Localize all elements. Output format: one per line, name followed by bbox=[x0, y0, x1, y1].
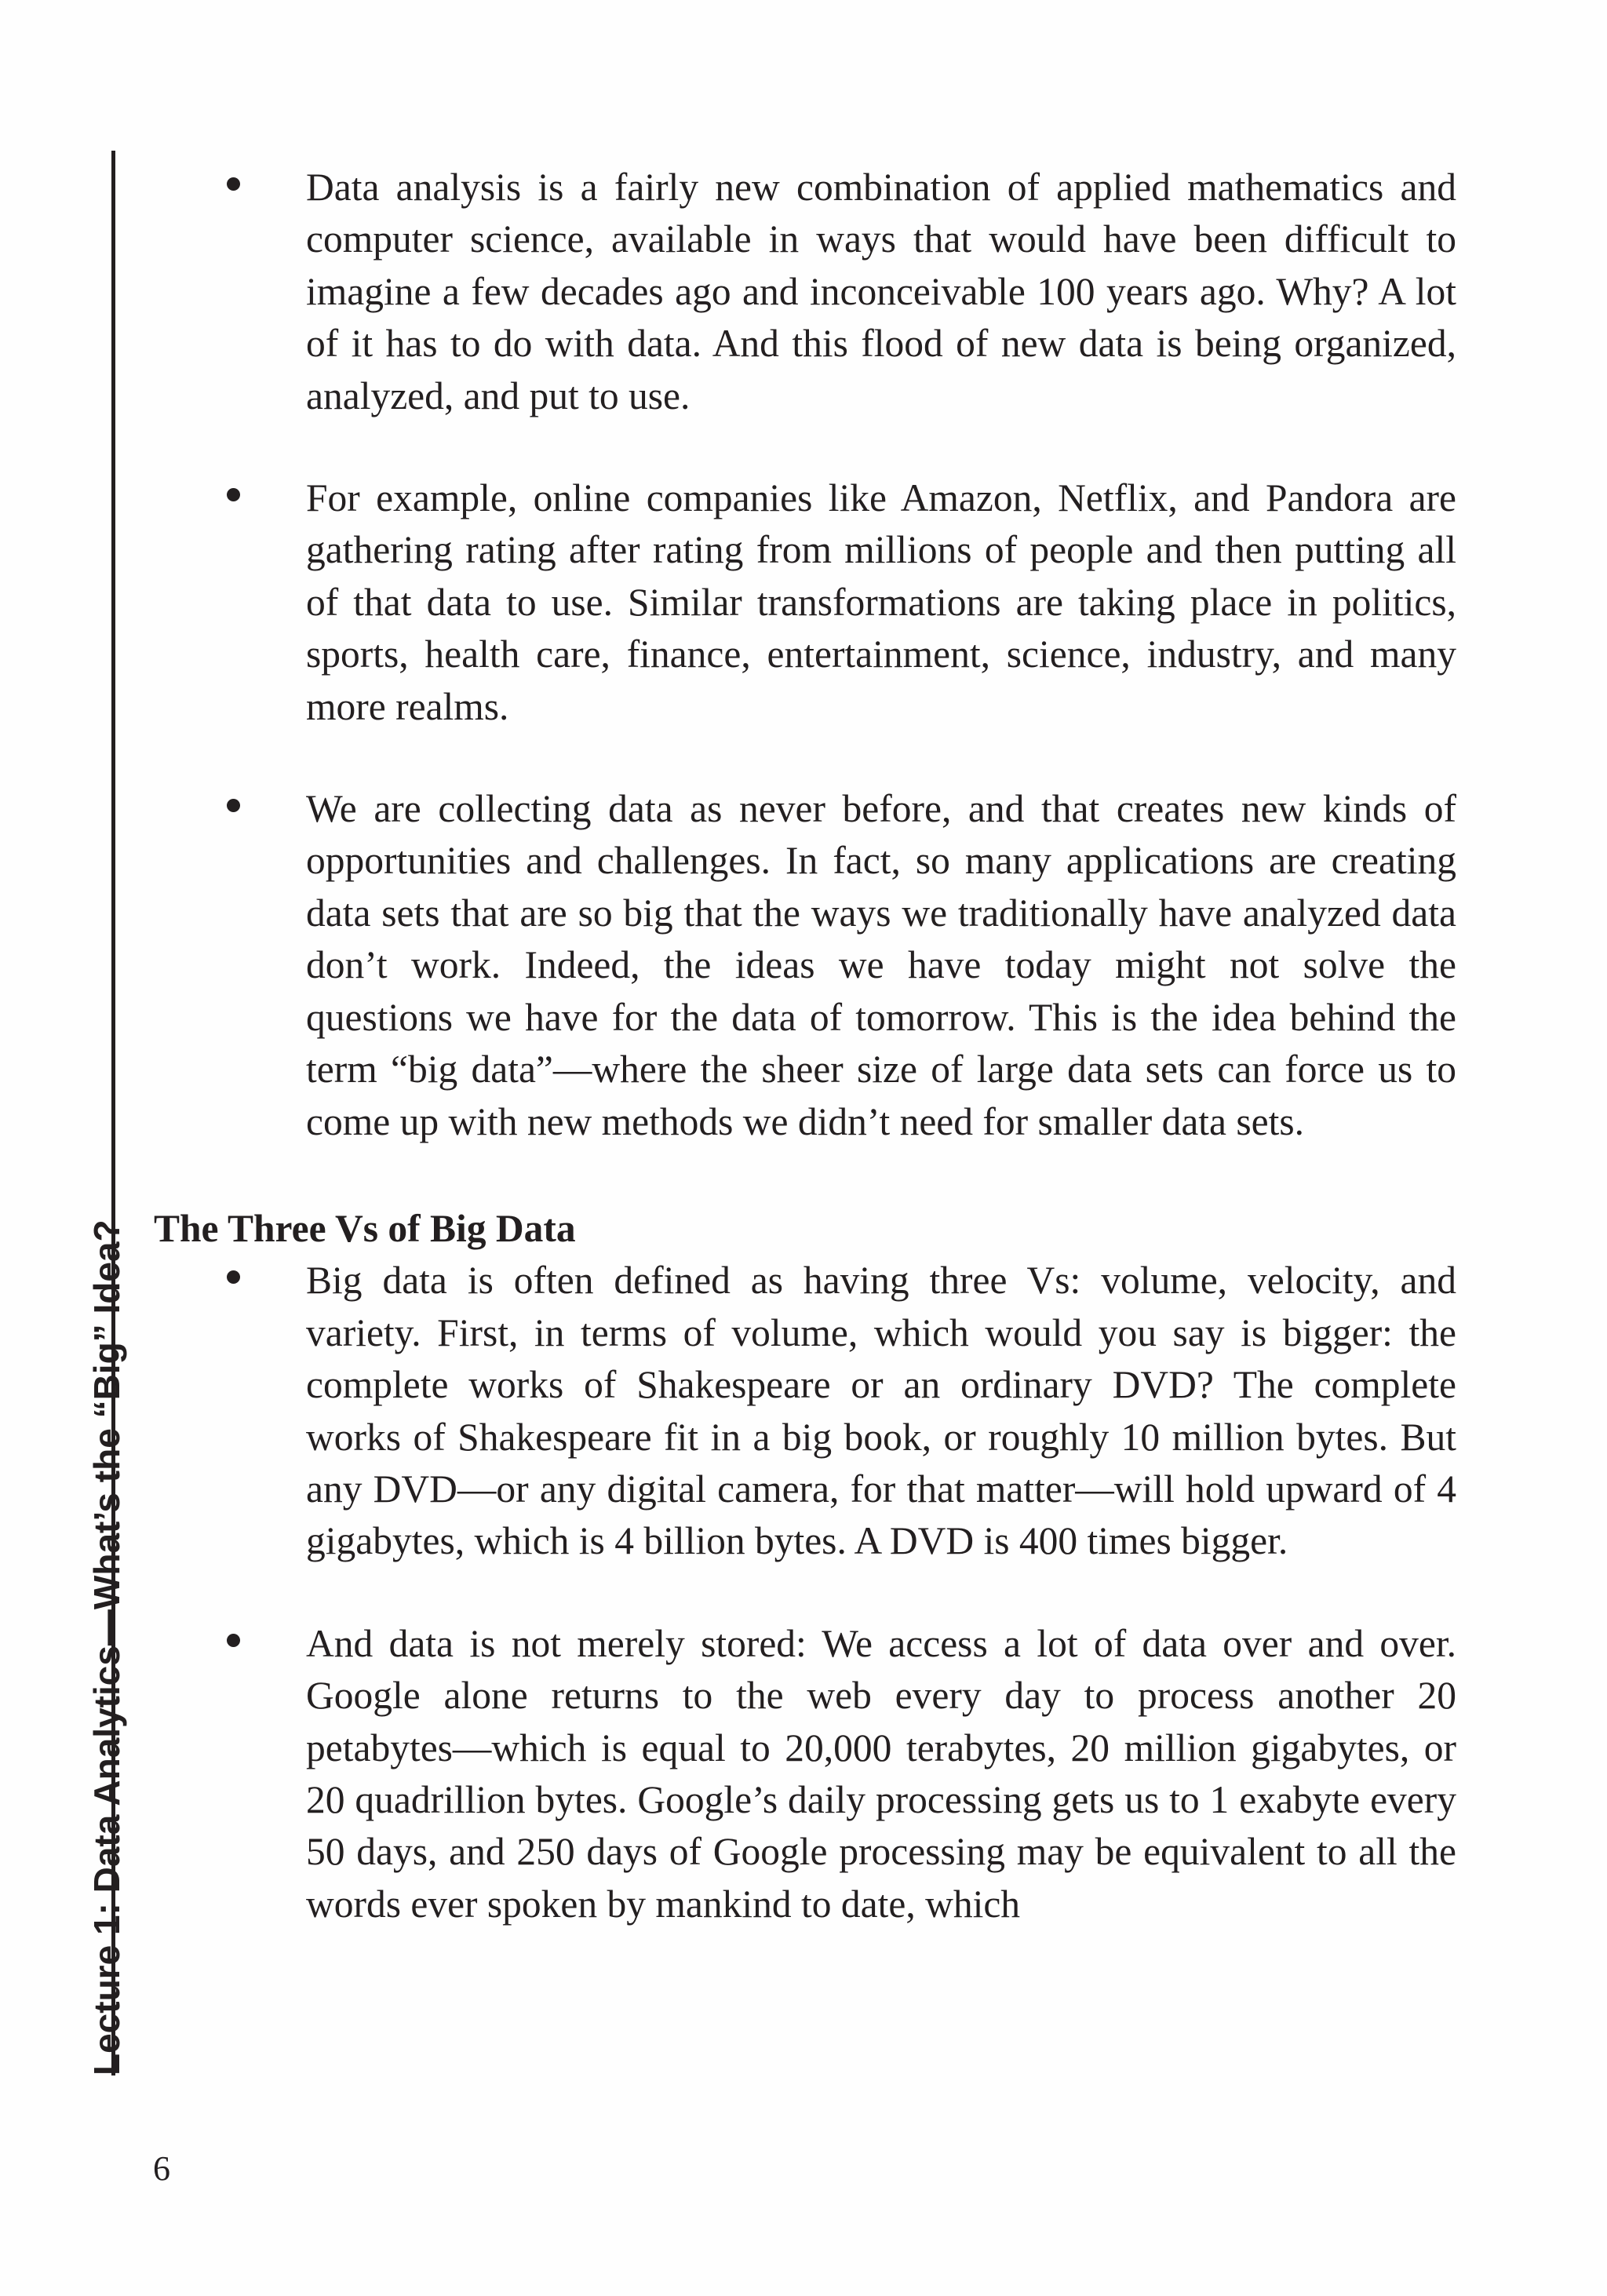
bullet-text: We are collecting data as never before, and that creates new kinds of opportunities and challenges. In fact, so many applications are creating data sets that are so big that the ways we traditionally have analyzed data don’t work. Indeed, the ideas we have today might not solve the questions we have for the data of tomorrow. This is the idea behind the term “big data”—where the sheer size of large data sets can force us to come up with new methods we didn’t need for smaller data sets. bbox=[306, 787, 1456, 1143]
page-content bbox=[154, 162, 1456, 1930]
bullet-item bbox=[154, 1255, 1456, 1567]
bullet-item bbox=[154, 1618, 1456, 1930]
bullet-text: For example, online companies like Amazon, Netflix, and Pandora are gathering rating after rating from millions of people and then putting all of that data to use. Similar transformations are taking place in politics, sports, health care, finance, entertainment, science, industry, and many more realms. bbox=[306, 476, 1456, 728]
section-heading: The Three Vs of Big Data bbox=[154, 1206, 576, 1250]
bullet-item bbox=[154, 783, 1456, 1148]
bullet-item bbox=[154, 162, 1456, 422]
bullet-dot-icon bbox=[227, 1634, 240, 1647]
page-number: 6 bbox=[153, 2149, 170, 2188]
bullet-dot-icon bbox=[227, 177, 240, 191]
running-header-vertical: Lecture 1: Data Analytics—What’s the “Big” Idea? bbox=[86, 1219, 127, 2076]
bullet-dot-icon bbox=[227, 488, 240, 501]
bullet-item bbox=[154, 472, 1456, 733]
bullet-dot-icon bbox=[227, 1270, 240, 1284]
bullet-text: Data analysis is a fairly new combination of applied mathematics and computer science, available in ways that would have been difficult to imagine a few decades ago and inconceivable 100 years ago. Why? A lot of it has to do with data. And this flood of new data is being organized, analyzed, and put to use. bbox=[306, 166, 1456, 417]
bullet-text: And data is not merely stored: We access a lot of data over and over. Google alone returns to the web every day to process another 20 petabytes—which is equal to 20,000 terabytes, 20 million gigabytes, or 20 quadrillion bytes. Google’s daily processing gets us to 1 exabyte every 50 days, and 250 days of Google processing may be equivalent to all the words ever spoken by mankind to date, which bbox=[306, 1621, 1456, 1926]
bullet-dot-icon bbox=[227, 799, 240, 812]
bullet-text: Big data is often defined as having three Vs: volume, velocity, and variety. First, in terms of volume, which would you say is bigger: the complete works of Shakespeare or an ordinary DVD? The complete works of Shakespeare fit in a big book, or roughly 10 million bytes. But any DVD—or any digital camera, for that matter—will hold upward of 4 gigabytes, which is 4 billion bytes. A DVD is 400 times bigger. bbox=[306, 1259, 1456, 1563]
